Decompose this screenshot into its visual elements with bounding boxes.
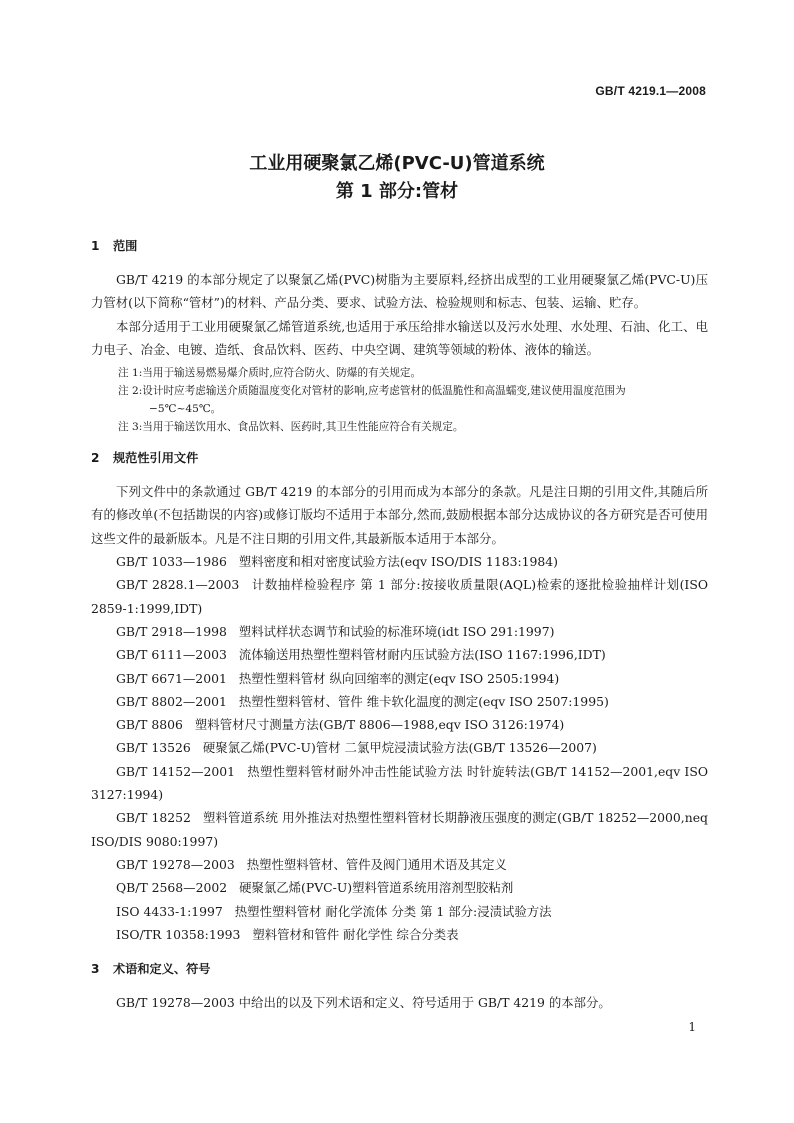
section-title: 术语和定义、符号 (113, 962, 211, 977)
reference-code: GB/T 2828.1—2003 (116, 577, 240, 593)
paragraph: 下列文件中的条款通过 GB/T 4219 的本部分的引用而成为本部分的条款。凡是注日期的引用文件,其随后所有的修改单(不包括勘误的内容)或修订版均不适用于本部分,然而,鼓励根据本部分达成协议的各方研究是否可使用这些文件的最新版本。凡是不注日期的引用文件,其最新版本适用于本部分。 (91, 484, 708, 546)
reference-item (91, 760, 708, 807)
reference-list (91, 550, 708, 946)
reference-item (91, 573, 708, 620)
reference-item (91, 876, 708, 899)
document-title: 工业用硬聚氯乙烯(PVC-U)管道系统 (249, 153, 545, 174)
reference-item (91, 643, 708, 666)
reference-item (91, 690, 708, 713)
reference-title: 热塑性塑料管材 耐化学流体 分类 第 1 部分:浸渍试验方法 (234, 903, 552, 919)
reference-title: 硬聚氯乙烯(PVC-U)塑料管道系统用溶剂型胶粘剂 (239, 880, 514, 896)
reference-title: 热塑性塑料管材耐外冲击性能试验方法 时针旋转法(GB/T 14152—2001,eqv ISO 3127:1994) (91, 763, 708, 803)
note-continuation: −5℃~45℃。 (149, 403, 222, 416)
section-title: 范围 (113, 239, 138, 253)
paragraph: GB/T 4219 的本部分规定了以聚氯乙烯(PVC)树脂为主要原料,经挤出成型的工业用硬聚氯乙烯(PVC-U)压力管材(以下简称“管材”)的材料、产品分类、要求、试验方法、检验规则和标志、包装、运输、贮存。 (91, 272, 708, 311)
paragraph: 本部分适用于工业用硬聚氯乙烯管道系统,也适用于承压给排水输送以及污水处理、水处理、石油、化工、电力电子、冶金、电镀、造纸、食品饮料、医药、中央空调、建筑等领域的粉体、液体的输送。 (91, 318, 708, 357)
reference-item (91, 806, 708, 853)
reference-item (91, 550, 708, 573)
section-number: 3 (91, 962, 100, 977)
reference-title: 热塑性塑料管材 纵向回缩率的测定(eqv ISO 2505:1994) (238, 670, 560, 686)
reference-code: GB/T 1033—1986 (116, 554, 227, 570)
reference-code: GB/T 6111—2003 (116, 647, 227, 663)
reference-code: QB/T 2568—2002 (116, 880, 228, 896)
section-number: 1 (91, 239, 100, 253)
section-heading-terms (91, 960, 708, 978)
document-body (91, 237, 708, 1014)
reference-code: GB/T 18252 (116, 810, 191, 826)
section-title: 规范性引用文件 (113, 451, 199, 466)
note: 注 2:设计时应考虑输送介质随温度变化对管材的影响,应考虑管材的低温脆性和高温蠕变,建议使用温度范围为 (118, 385, 626, 398)
section-heading-scope (91, 237, 708, 255)
reference-code: GB/T 19278—2003 (116, 856, 235, 872)
section-number: 2 (91, 451, 100, 466)
reference-code: GB/T 13526 (116, 740, 191, 756)
reference-item (91, 923, 708, 946)
reference-code: GB/T 2918—1998 (116, 623, 227, 639)
page-number: 1 (688, 1020, 696, 1034)
reference-code: GB/T 14152—2001 (116, 763, 235, 779)
reference-title: 塑料管道系统 用外推法对热塑性塑料管材长期静液压强度的测定(GB/T 18252—2000,neq ISO/DIS 9080:1997) (91, 810, 708, 849)
reference-title: 塑料管材和管件 耐化学性 综合分类表 (252, 926, 459, 942)
standard-number: GB/T 4219.1—2008 (595, 84, 706, 98)
reference-code: GB/T 6671—2001 (116, 670, 227, 686)
reference-title: 硬聚氯乙烯(PVC-U)管材 二氯甲烷浸渍试验方法(GB/T 13526—2007) (202, 740, 597, 756)
reference-item (91, 736, 708, 759)
reference-title: 流体输送用热塑性塑料管材耐内压试验方法(ISO 1167:1996,IDT) (238, 647, 606, 663)
reference-item (91, 667, 708, 690)
section-heading-normative-references (91, 449, 708, 467)
reference-item (91, 713, 708, 736)
reference-title: 塑料密度和相对密度试验方法(eqv ISO/DIS 1183:1984) (238, 554, 559, 570)
reference-title: 热塑性塑料管材、管件及阀门通用术语及其定义 (246, 856, 507, 872)
paragraph: GB/T 19278—2003 中给出的以及下列术语和定义、符号适用于 GB/T 4219 的本部分。 (116, 995, 611, 1011)
reference-title: 热塑性塑料管材、管件 维卡软化温度的测定(eqv ISO 2507:1995) (238, 693, 609, 709)
reference-item (91, 900, 708, 923)
note: 注 3:当用于输送饮用水、食品饮料、医药时,其卫生性能应符合有关规定。 (118, 421, 464, 434)
reference-code: GB/T 8806 (116, 717, 183, 733)
reference-code: GB/T 8802—2001 (116, 693, 227, 709)
reference-title: 计数抽样检验程序 第 1 部分:按接收质量限(AQL)检索的逐批检验抽样计划(ISO 2859-1:1999,IDT) (91, 577, 708, 616)
reference-code: ISO 4433-1:1997 (116, 903, 223, 919)
reference-code: ISO/TR 10358:1993 (116, 926, 241, 942)
document-subtitle: 第 1 部分:管材 (335, 181, 459, 202)
reference-title: 塑料管材尺寸测量方法(GB/T 8806—1988,eqv ISO 3126:1974) (194, 717, 565, 733)
reference-item (91, 620, 708, 643)
reference-title: 塑料试样状态调节和试验的标准环境(idt ISO 291:1997) (238, 623, 555, 639)
reference-item (91, 853, 708, 876)
note: 注 1:当用于输送易燃易爆介质时,应符合防火、防爆的有关规定。 (118, 367, 422, 380)
